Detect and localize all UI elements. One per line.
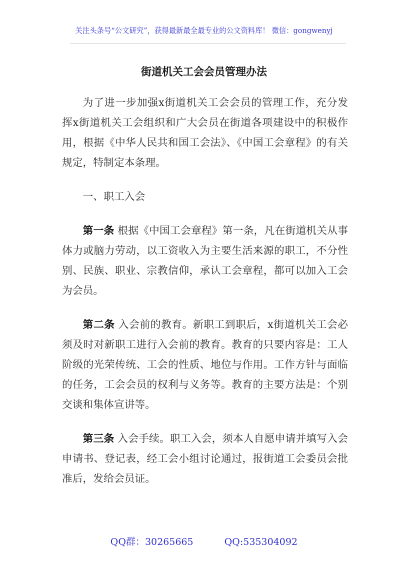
article-text: 入会前的教育。新职工到职后，x街道机关工会必须及时对新职工进行入会前的教育。教育的只要内容是：工人阶级的光荣传统、工会的性质、地位与作用。工作方针与面临的任务，工会会员的权利与义务等。教育的主要方法是：个别交谈和集体宣讲等。 <box>62 319 349 411</box>
article-label: 第二条 <box>82 319 115 331</box>
section-heading: 一、职工入会 <box>82 191 146 203</box>
footer-qq: QQ:535304092 <box>224 537 298 548</box>
article-paragraph <box>62 315 348 415</box>
article-paragraph <box>62 221 348 301</box>
intro-paragraph: 为了进一步加强x街道机关工会会员的管理工作，充分发挥x街道机关工会组织和广大会员在街道各项建设中的积极作用，根据《中华人民共和国工会法》、《中国工会章程》的有关规定，特制定本条理。 <box>62 97 348 169</box>
header-banner: 关注头条号“公文研究”，获得最新最全最专业的公文资料库！ 微信：gongwenyj <box>75 26 333 35</box>
document-title: 街道机关工会会员管理办法 <box>141 66 267 78</box>
article-paragraph <box>62 429 348 489</box>
article-text: 根据《中国工会章程》第一条，凡在街道机关从事体力或脑力劳动，以工资收入为主要生活来源的职工，不分性别、民族、职业、宗教信仰，承认工会章程，都可以加入工会为会员。 <box>62 225 349 297</box>
footer-contact <box>0 534 408 548</box>
article-label: 第三条 <box>82 433 115 445</box>
header-divider <box>70 43 346 44</box>
article-label: 第一条 <box>82 225 115 237</box>
document-body <box>62 93 348 489</box>
footer-qq-group: QQ群：30265665 <box>110 537 194 548</box>
article-text: 入会手续。职工入会，须本人自愿申请并填写入会申请书、登记表，经工会小组讨论通过，报街道工会委员会批准后，发给会员证。 <box>62 433 349 485</box>
